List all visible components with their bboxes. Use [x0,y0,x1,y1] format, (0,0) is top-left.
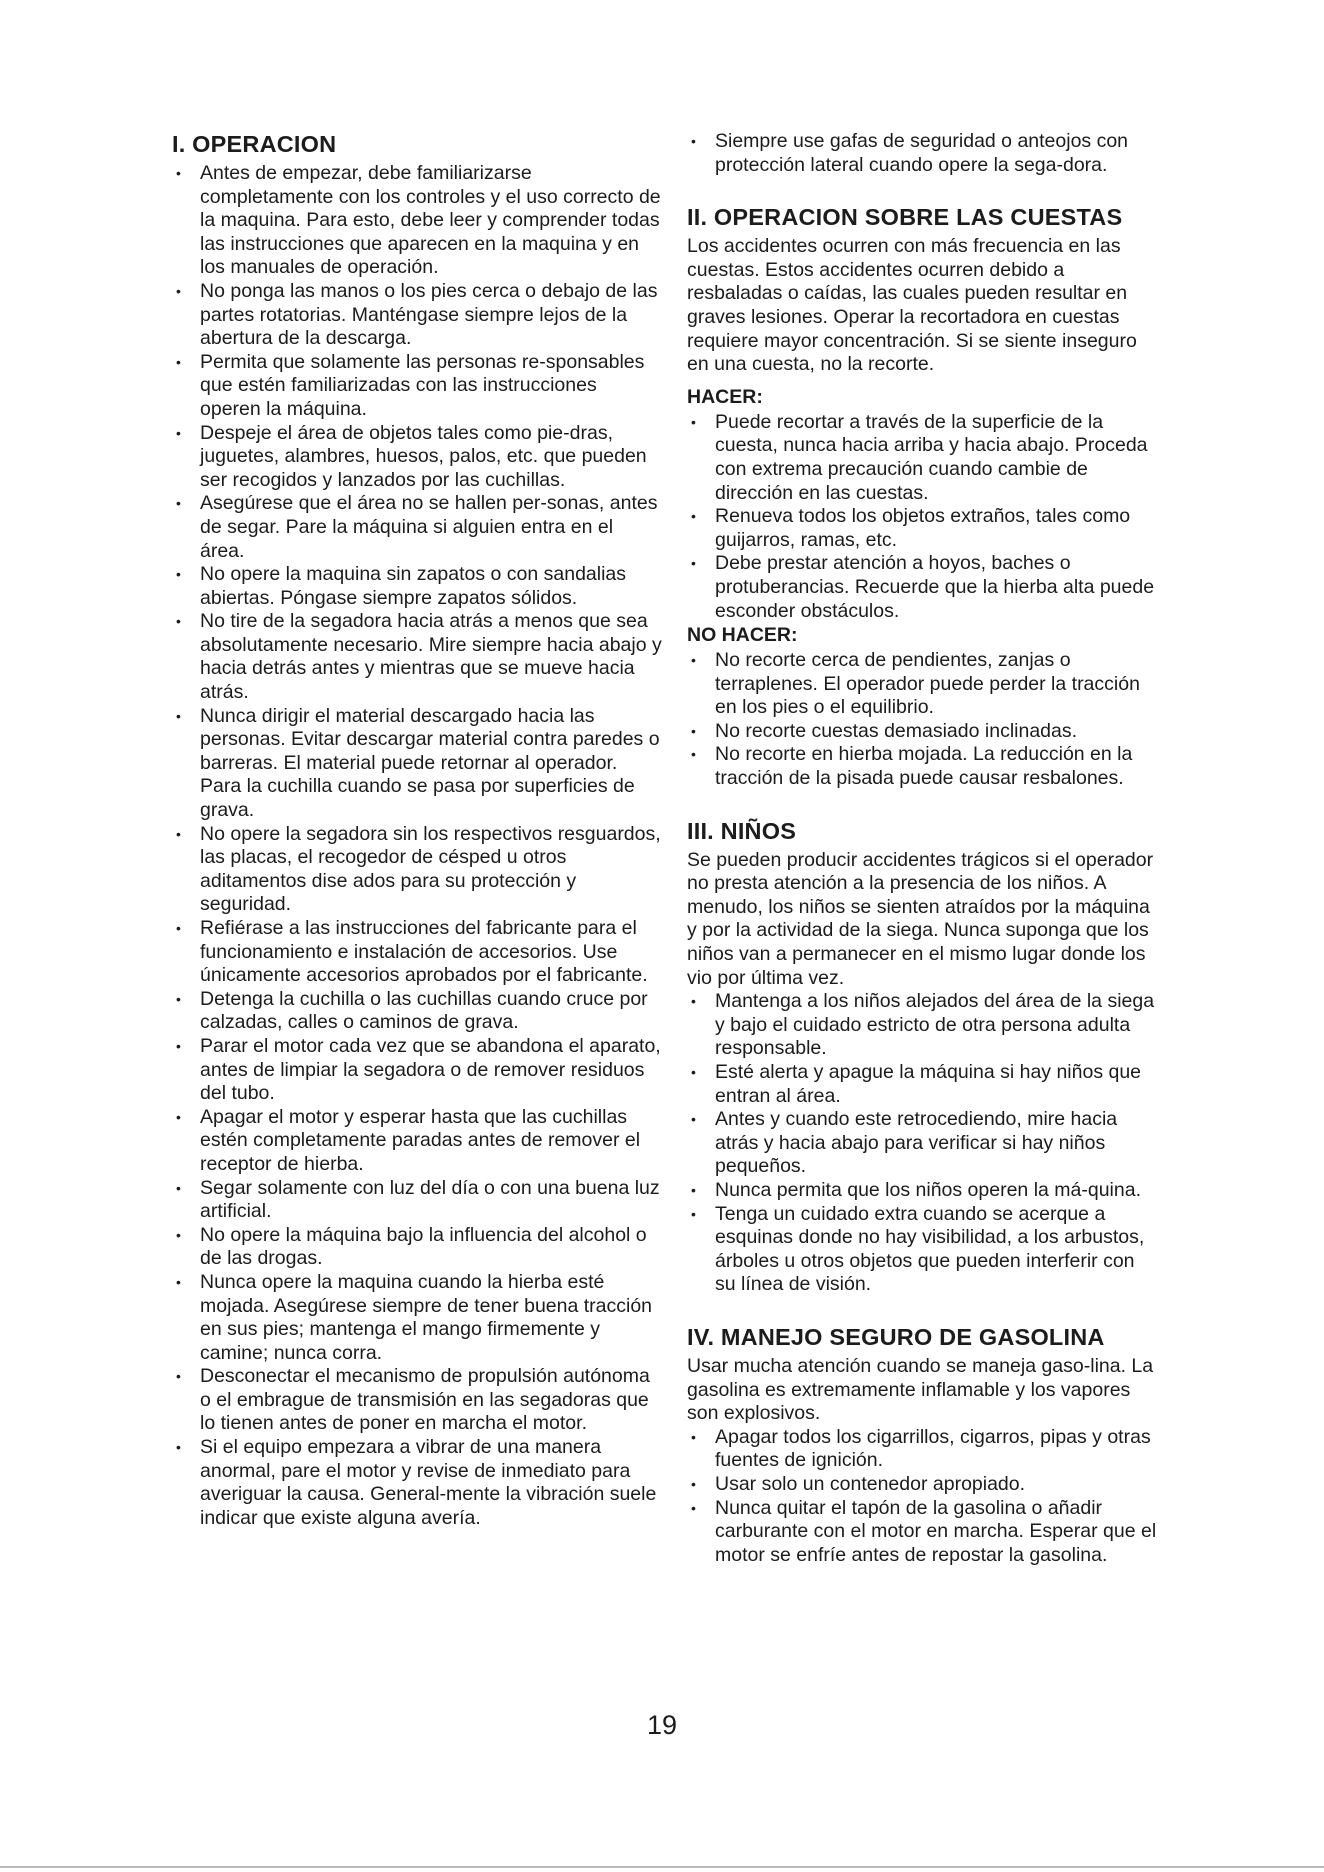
section-heading-gasolina: IV. MANEJO SEGURO DE GASOLINA [687,1323,1105,1350]
list-item: • Usar solo un contenedor apropiado. [687,1473,1159,1497]
list-item: • No opere la maquina sin zapatos o con sandalias abiertas. Póngase siempre zapatos sólidos. [172,563,662,610]
left-column [172,130,662,1530]
list-item: • Desconectar el mecanismo de propulsión autónoma o el embrague de transmisión en las segadoras que lo tienen antes de poner en marcha el motor. [172,1365,662,1436]
right-column [687,130,1159,1567]
list-item: • Apagar todos los cigarrillos, cigarros, pipas y otras fuentes de ignición. [687,1426,1159,1473]
gasolina-list [687,1426,1159,1568]
list-item: • Tenga un cuidado extra cuando se acerque a esquinas donde no hay visibilidad, a los arbustos, árboles u otros objetos que pueden interferir con su línea de visión. [687,1203,1159,1297]
list-item: • Permita que solamente las personas re-sponsables que estén familiarizadas con las instrucciones operen la máquina. [172,351,662,422]
list-item: • Nunca permita que los niños operen la má-quina. [687,1179,1159,1203]
list-item: • No recorte en hierba mojada. La reducción en la tracción de la pisada puede causar resbalones. [687,743,1159,790]
list-item: • Mantenga a los niños alejados del área de la siega y bajo el cuidado estricto de otra persona adulta responsable. [687,990,1159,1061]
list-item: • Despeje el área de objetos tales como pie-dras, juguetes, alambres, huesos, palos, etc. que pueden ser recogidos y lanzados por las cuchillas. [172,422,662,493]
list-item: • No recorte cuestas demasiado inclinadas. [687,720,1159,744]
gasolina-intro: Usar mucha atención cuando se maneja gaso-lina. La gasolina es extremamente inflamable y los vapores son explosivos. [687,1354,1154,1425]
ninos-intro: Se pueden producir accidentes trágicos si el operador no presta atención a la presencia de los niños. A menudo, los niños se sienten atraídos por la máquina y por la actividad de la siega. Nunca suponga que los niños van a permanecer en el mismo lugar donde los vio por última vez. [687,848,1154,989]
list-item: • Detenga la cuchilla o las cuchillas cuando cruce por calzadas, calles o caminos de grava. [172,988,662,1035]
list-item: • Apagar el motor y esperar hasta que las cuchillas estén completamente paradas antes de remover el receptor de hierba. [172,1106,662,1177]
subheading-no-hacer: NO HACER: [687,624,798,647]
list-item: • Renueva todos los objetos extraños, tales como guijarros, ramas, etc. [687,505,1159,552]
list-item: • Nunca dirigir el material descargado hacia las personas. Evitar descargar material contra paredes o barreras. El material puede retornar al operador. Para la cuchilla cuando se pasa por superficies de grava. [172,705,662,823]
list-item: • No opere la máquina bajo la influencia del alcohol o de las drogas. [172,1224,662,1271]
list-item: • Debe prestar atención a hoyos, baches o protuberancias. Recuerde que la hierba alta puede esconder obstáculos. [687,552,1159,623]
ninos-list [687,990,1159,1297]
list-item: • Asegúrese que el área no se hallen per-sonas, antes de segar. Pare la máquina si alguien entra en el área. [172,492,662,563]
operacion-continued-list [687,130,1159,177]
list-item: • Antes de empezar, debe familiarizarse completamente con los controles y el uso correcto de la maquina. Para esto, debe leer y comprender todas las instrucciones que aparecen en la maquina y en los manuales de operación. [172,162,662,280]
section-heading-operacion: I. OPERACION [172,131,337,157]
list-item: • Nunca quitar el tapón de la gasolina o añadir carburante con el motor en marcha. Esperar que el motor se enfríe antes de repostar la gasolina. [687,1497,1159,1568]
list-item: • Segar solamente con luz del día o con una buena luz artificial. [172,1177,662,1224]
list-item: • Nunca opere la maquina cuando la hierba esté mojada. Asegúrese siempre de tener buena tracción en sus pies; mantenga el mango firmemente y camine; nunca corra. [172,1271,662,1365]
section-heading-cuestas: II. OPERACION SOBRE LAS CUESTAS [687,204,1123,231]
bottom-border [0,1866,1324,1868]
page-number: 19 [646,1710,678,1740]
list-item: • Puede recortar a través de la superficie de la cuesta, nunca hacia arriba y hacia abajo. Proceda con extrema precaución cuando cambie de dirección en las cuestas. [687,411,1159,505]
list-item: • Refiérase a las instrucciones del fabricante para el funcionamiento e instalación de accesorios. Use únicamente accesorios aprobados por el fabricante. [172,917,662,988]
list-item: • No ponga las manos o los pies cerca o debajo de las partes rotatorias. Manténgase siempre lejos de la abertura de la descarga. [172,280,662,351]
hacer-list [687,411,1159,623]
no-hacer-list [687,649,1159,791]
list-item: • Siempre use gafas de seguridad o anteojos con protección lateral cuando opere la sega-dora. [687,130,1159,177]
subheading-hacer: HACER: [687,385,763,408]
list-item: • No tire de la segadora hacia atrás a menos que sea absolutamente necesario. Mire siempre hacia abajo y hacia detrás antes y mientras que se mueve hacia atrás. [172,610,662,704]
cuestas-intro: Los accidentes ocurren con más frecuencia en las cuestas. Estos accidentes ocurren debido a resbaladas o caídas, las cuales pueden resultar en graves lesiones. Operar la recortadora en cuestas requiere mayor concentración. Si se siente inseguro en una cuesta, no la recorte. [687,235,1137,376]
list-item: • No recorte cerca de pendientes, zanjas o terraplenes. El operador puede perder la tracción en los pies o el equilibrio. [687,649,1159,720]
list-item: • Si el equipo empezara a vibrar de una manera anormal, pare el motor y revise de inmediato para averiguar la causa. General-mente la vibración suele indicar que existe alguna avería. [172,1436,662,1530]
list-item: • Antes y cuando este retrocediendo, mire hacia atrás y hacia abajo para verificar si hay niños pequeños. [687,1108,1159,1179]
list-item: • Parar el motor cada vez que se abandona el aparato, antes de limpiar la segadora o de remover residuos del tubo. [172,1035,662,1106]
section-heading-ninos: III. NIÑOS [687,817,797,844]
list-item: • No opere la segadora sin los respectivos resguardos, las placas, el recogedor de césped u otros aditamentos dise ados para su protección y seguridad. [172,823,662,917]
operacion-list [172,162,662,1530]
list-item: • Esté alerta y apague la máquina si hay niños que entran al área. [687,1061,1159,1108]
